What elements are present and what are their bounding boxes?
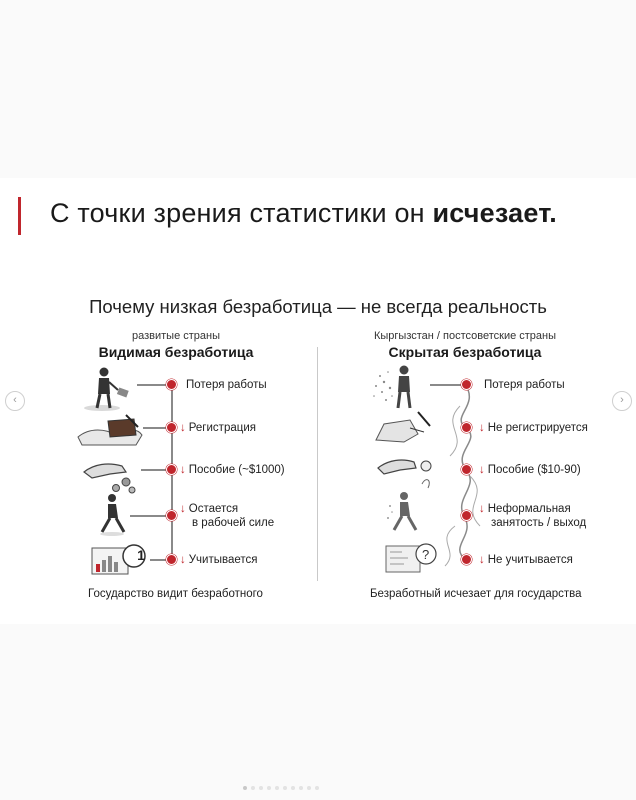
step-text-line2: в рабочей силе — [192, 517, 275, 529]
left-step-dot — [166, 422, 177, 433]
step-text: Потеря работы — [484, 379, 565, 391]
count-badge: 1 — [137, 547, 145, 563]
right-subtitle: Кыргызстан / постсоветские страны — [373, 330, 557, 342]
carousel-dot[interactable] — [267, 786, 271, 790]
down-arrow-icon: ↓ — [180, 503, 186, 515]
step-text: Учитывается — [188, 554, 258, 566]
registration-form-icon — [76, 413, 144, 447]
right-step-4 — [479, 502, 586, 530]
left-step-3 — [180, 463, 285, 477]
right-step-dot — [461, 422, 472, 433]
step-text: Не учитывается — [487, 554, 573, 566]
carousel-dot[interactable] — [259, 786, 263, 790]
step-text: Пособие ($10-90) — [487, 464, 581, 476]
chevron-right-icon: › — [620, 394, 624, 406]
column-divider — [317, 347, 318, 581]
torn-paper-icon — [374, 410, 436, 448]
carousel-dot[interactable] — [243, 786, 247, 790]
down-arrow-icon: ↓ — [479, 503, 485, 515]
businessman-walking-icon — [80, 364, 140, 414]
step-text: Потеря работы — [186, 379, 267, 391]
right-connector — [430, 384, 463, 386]
right-heading: Скрытая безработица — [388, 344, 542, 360]
headline-prefix: С точки зрения статистики он — [50, 198, 433, 228]
left-step-dot — [166, 379, 177, 390]
left-step-dot — [166, 510, 177, 521]
right-step-dot — [461, 510, 472, 521]
step-text: Неформальная — [487, 503, 571, 515]
left-footer-caption: Государство видит безработного — [88, 588, 263, 600]
left-step-1 — [186, 378, 267, 392]
next-slide-button[interactable] — [612, 391, 632, 411]
slide-headline — [50, 198, 557, 229]
down-arrow-icon: ↓ — [180, 422, 186, 434]
accent-bar — [18, 197, 21, 235]
svg-text:?: ? — [422, 547, 430, 562]
right-step-dot — [461, 379, 472, 390]
disappearing-person-icon — [370, 362, 432, 414]
right-step-3 — [479, 463, 581, 477]
down-arrow-icon: ↓ — [479, 554, 485, 566]
chevron-left-icon: ‹ — [13, 394, 17, 406]
step-text: Пособие (~$1000) — [188, 464, 285, 476]
carousel-dot[interactable] — [283, 786, 287, 790]
hand-coin-icon — [376, 450, 440, 494]
left-step-4 — [180, 502, 274, 530]
down-arrow-icon: ↓ — [180, 554, 186, 566]
person-walking-icon — [96, 492, 132, 538]
right-step-2 — [479, 421, 588, 435]
left-subtitle: развитые страны — [131, 330, 221, 342]
hand-coins-icon — [82, 454, 142, 494]
step-text: Не регистрируется — [487, 422, 588, 434]
prev-slide-button[interactable] — [5, 391, 25, 411]
carousel-dot[interactable] — [251, 786, 255, 790]
left-step-dot — [166, 554, 177, 565]
step-text-line2: занятость / выход — [491, 517, 587, 529]
left-connector — [130, 515, 170, 517]
left-step-dot — [166, 464, 177, 475]
right-step-1 — [484, 378, 565, 392]
carousel-dot[interactable] — [307, 786, 311, 790]
carousel-dot[interactable] — [315, 786, 319, 790]
left-step-2 — [180, 421, 256, 435]
down-arrow-icon: ↓ — [479, 464, 485, 476]
carousel-dot[interactable] — [291, 786, 295, 790]
carousel-dots — [243, 786, 319, 790]
carousel-dot[interactable] — [299, 786, 303, 790]
right-step-dot — [461, 554, 472, 565]
carousel-dot[interactable] — [275, 786, 279, 790]
step-text: Регистрация — [188, 422, 256, 434]
down-arrow-icon: ↓ — [479, 422, 485, 434]
left-heading: Видимая безработица — [98, 344, 254, 360]
step-text: Остается — [188, 503, 239, 515]
left-step-5 — [180, 553, 258, 567]
uncounted-document-icon — [386, 540, 442, 576]
right-step-5 — [479, 553, 573, 567]
right-footer-caption: Безработный исчезает для государства — [370, 588, 582, 600]
infographic-title: Почему низкая безработица — не всегда реальность — [89, 296, 547, 317]
down-arrow-icon: ↓ — [180, 464, 186, 476]
headline-bold: исчезает. — [432, 198, 557, 228]
fading-walker-icon — [386, 490, 426, 536]
right-step-dot — [461, 464, 472, 475]
